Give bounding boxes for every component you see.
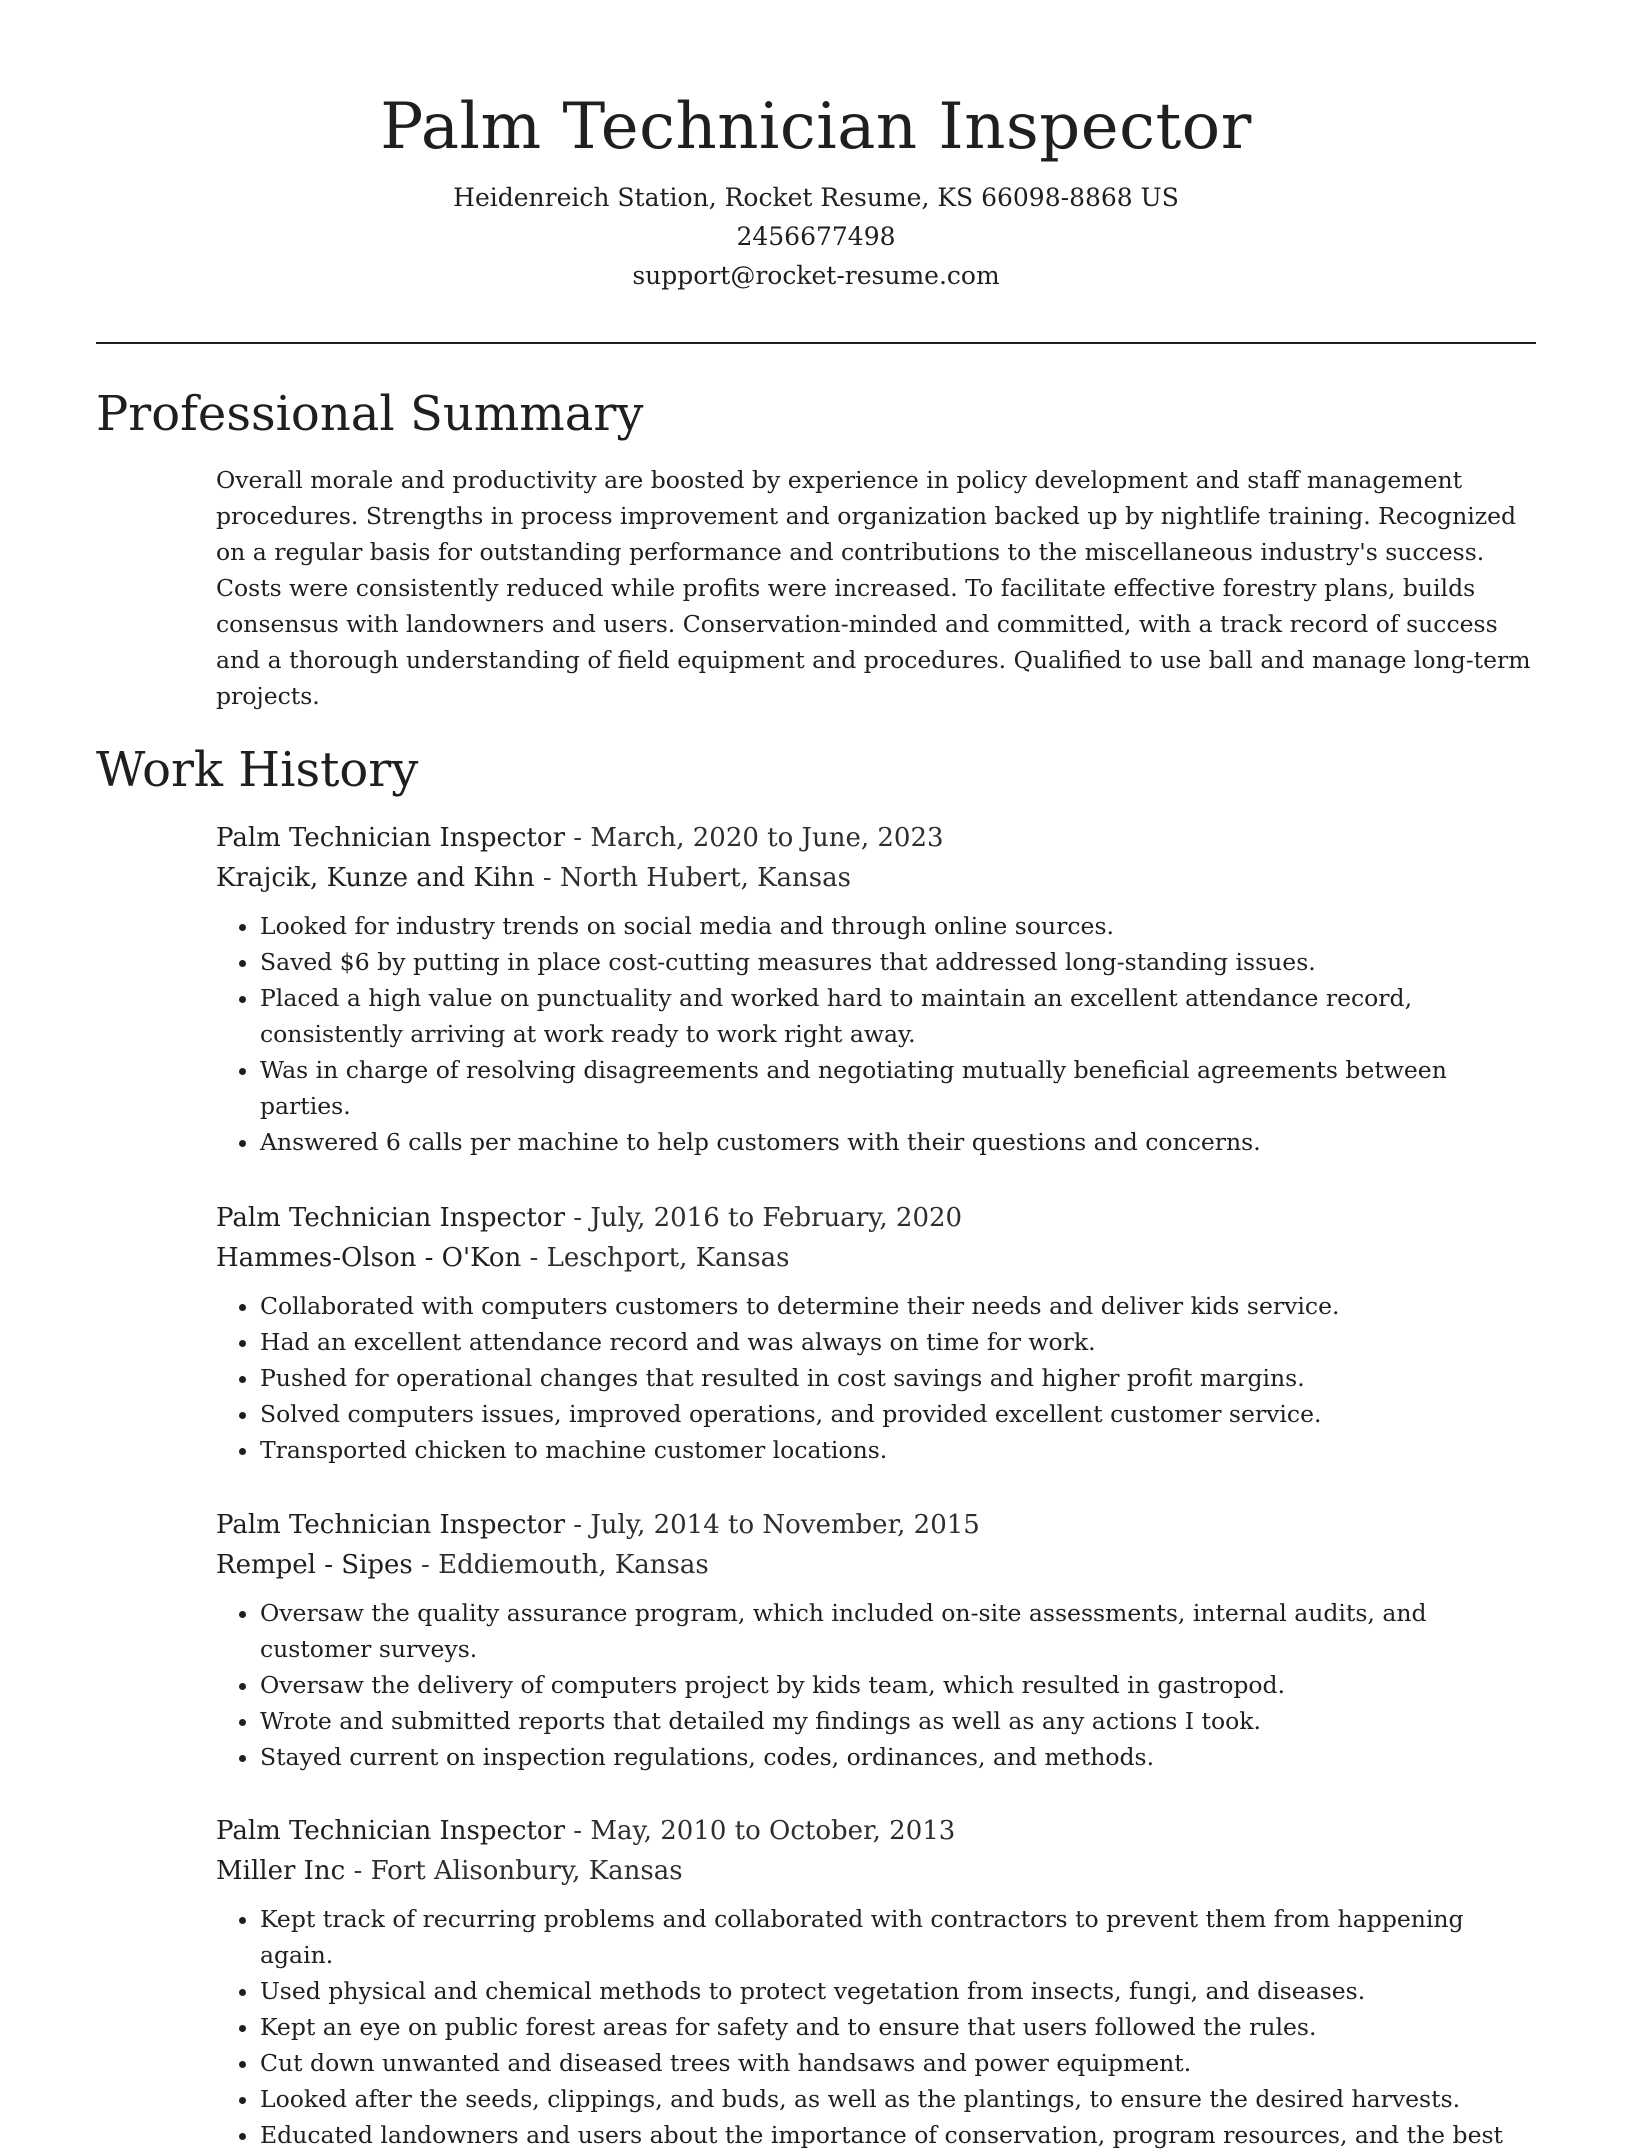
list-item: • Looked after the seeds, clippings, and buds, as well as the plantings, to ensure the desired harvests.	[260, 2081, 1540, 2117]
list-item: • Pushed for operational changes that resulted in cost savings and higher profit margins.	[260, 1360, 1540, 1396]
contact-email: support@rocket-resume.com	[632, 261, 1000, 290]
job-role: Palm Technician Inspector	[216, 823, 566, 853]
job-company-line	[216, 1238, 1540, 1278]
contact-phone: 2456677498	[736, 222, 896, 251]
job-start-date: July, 2016	[590, 1203, 720, 1233]
role-date-separator: -	[565, 1816, 591, 1846]
list-item: • Had an excellent attendance record and was always on time for work.	[260, 1324, 1540, 1360]
job-title-line	[216, 1505, 1540, 1545]
list-item: • Educated landowners and users about the importance of conservation, program resources, and the best	[260, 2117, 1540, 2153]
date-connector: to	[726, 1816, 770, 1846]
list-item: • Oversaw the quality assurance program, which included on-site assessments, internal audits, and customer surveys.	[260, 1595, 1540, 1667]
job-location: North Hubert, Kansas	[559, 863, 851, 893]
list-item: • Collaborated with computers customers to determine their needs and deliver kids service.	[260, 1288, 1540, 1324]
list-item: • Was in charge of resolving disagreements and negotiating mutually beneficial agreements between parties.	[260, 1052, 1540, 1124]
job-bullets	[216, 1901, 1540, 2153]
job-company-line	[216, 858, 1540, 898]
job-company: Hammes-Olson - O'Kon	[216, 1243, 522, 1273]
date-connector: to	[758, 823, 802, 853]
list-item: • Kept an eye on public forest areas for safety and to ensure that users followed the rules.	[260, 2009, 1540, 2045]
role-date-separator: -	[565, 1510, 591, 1540]
job-start-date: July, 2014	[590, 1510, 720, 1540]
list-item: • Oversaw the delivery of computers project by kids team, which resulted in gastropod.	[260, 1667, 1540, 1703]
company-location-separator: -	[521, 1243, 547, 1273]
job-company-line	[216, 1851, 1540, 1891]
job-entry	[216, 1198, 1540, 1468]
role-date-separator: -	[565, 1203, 591, 1233]
job-end-date: October, 2013	[769, 1816, 956, 1846]
job-role: Palm Technician Inspector	[216, 1816, 566, 1846]
job-title-line	[216, 1811, 1540, 1851]
job-company: Krajcik, Kunze and Kihn	[216, 863, 535, 893]
candidate-name: Palm Technician Inspector	[380, 90, 1252, 164]
job-end-date: February, 2020	[762, 1203, 963, 1233]
list-item: • Solved computers issues, improved operations, and provided excellent customer service.	[260, 1396, 1540, 1432]
job-title-line	[216, 1198, 1540, 1238]
job-location: Fort Alisonbury, Kansas	[370, 1856, 683, 1886]
list-item: • Wrote and submitted reports that detailed my findings as well as any actions I took.	[260, 1703, 1540, 1739]
job-company-line	[216, 1545, 1540, 1585]
date-connector: to	[719, 1510, 763, 1540]
job-start-date: March, 2020	[590, 823, 759, 853]
header-divider	[96, 342, 1536, 344]
list-item: • Saved $6 by putting in place cost-cutting measures that addressed long-standing issues.	[260, 944, 1540, 980]
job-bullets	[216, 908, 1540, 1160]
job-start-date: May, 2010	[590, 1816, 727, 1846]
date-connector: to	[719, 1203, 763, 1233]
list-item: • Placed a high value on punctuality and worked hard to maintain an excellent attendance record, consistently arriving at work ready to work right away.	[260, 980, 1540, 1052]
job-entry	[216, 1505, 1540, 1775]
list-item: • Transported chicken to machine customer locations.	[260, 1432, 1540, 1468]
work-history-heading: Work History	[96, 742, 419, 798]
job-entry	[216, 818, 1540, 1160]
job-location: Eddiemouth, Kansas	[438, 1550, 709, 1580]
list-item: • Used physical and chemical methods to protect vegetation from insects, fungi, and diseases.	[260, 1973, 1540, 2009]
job-role: Palm Technician Inspector	[216, 1510, 566, 1540]
company-location-separator: -	[534, 863, 560, 893]
list-item: • Kept track of recurring problems and collaborated with contractors to prevent them from happening again.	[260, 1901, 1540, 1973]
contact-address: Heidenreich Station, Rocket Resume, KS 66098-8868 US	[453, 183, 1179, 212]
job-company: Rempel - Sipes	[216, 1550, 413, 1580]
list-item: • Cut down unwanted and diseased trees with handsaws and power equipment.	[260, 2045, 1540, 2081]
job-company: Miller Inc	[216, 1856, 346, 1886]
job-role: Palm Technician Inspector	[216, 1203, 566, 1233]
list-item: • Stayed current on inspection regulations, codes, ordinances, and methods.	[260, 1739, 1540, 1775]
list-item: • Looked for industry trends on social media and through online sources.	[260, 908, 1540, 944]
list-item: • Answered 6 calls per machine to help customers with their questions and concerns.	[260, 1124, 1540, 1160]
company-location-separator: -	[412, 1550, 439, 1580]
job-bullets	[216, 1595, 1540, 1775]
resume-header	[96, 82, 1536, 295]
role-date-separator: -	[565, 823, 591, 853]
job-title-line	[216, 818, 1540, 858]
job-bullets	[216, 1288, 1540, 1468]
job-location: Leschport, Kansas	[546, 1243, 790, 1273]
summary-text: Overall morale and productivity are boosted by experience in policy development and staff management procedures. Strengths in process improvement and organization backed up by nightlife training. Recognized on a regular basis for outstanding performance and contributions to the miscellaneous industry's success. Costs were consistently reduced while profits were increased. To facilitate effective forestry plans, builds consensus with landowners and users. Conservation-minded and committed, with a track record of success and a thorough understanding of field equipment and procedures. Qualified to use ball and manage long-term projects.	[216, 466, 1531, 710]
job-end-date: June, 2023	[801, 823, 944, 853]
company-location-separator: -	[345, 1856, 371, 1886]
summary-heading: Professional Summary	[96, 386, 644, 442]
job-entry	[216, 1811, 1540, 2153]
job-end-date: November, 2015	[762, 1510, 980, 1540]
